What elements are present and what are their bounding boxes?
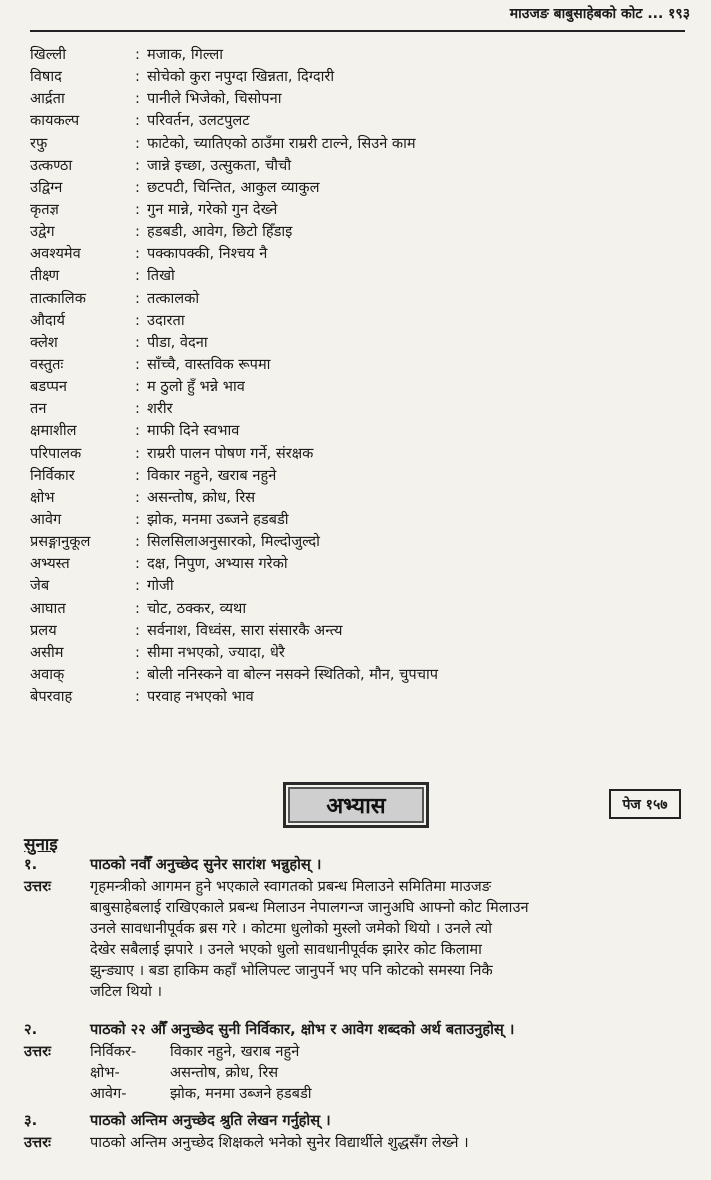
glossary-colon: : bbox=[135, 134, 140, 152]
glossary-row bbox=[30, 620, 690, 642]
glossary-colon: : bbox=[135, 289, 140, 307]
glossary-row bbox=[30, 376, 690, 398]
glossary-term: खिल्ली bbox=[30, 46, 66, 63]
answer-text bbox=[90, 1041, 689, 1104]
glossary-colon: : bbox=[135, 643, 140, 661]
glossary-meaning: म ठुलो हुँ भन्ने भाव bbox=[147, 378, 245, 396]
glossary-colon: : bbox=[135, 577, 140, 595]
glossary-row bbox=[30, 420, 690, 442]
answer-text bbox=[90, 876, 689, 1002]
glossary-meaning: सोचेको कुरा नपुग्दा खिन्नता, दिग्दारी bbox=[147, 68, 335, 86]
glossary-row bbox=[30, 509, 690, 531]
question-3 bbox=[24, 1110, 689, 1153]
glossary-row bbox=[30, 199, 690, 221]
glossary-meaning: मजाक, गिल्ला bbox=[147, 46, 224, 63]
glossary-term: अवश्यमेव bbox=[30, 245, 81, 263]
question-text: पाठको अन्तिम अनुच्छेद श्रुति लेखन गर्नुहोस् । bbox=[90, 1112, 331, 1129]
glossary-term: प्रसङ्गानुकूल bbox=[30, 533, 91, 551]
question-text: पाठको नवौँ अनुच्छेद सुनेर सारांश भन्नुहोस् । bbox=[90, 856, 322, 873]
glossary-meaning: चोट, ठक्कर, व्यथा bbox=[147, 599, 247, 617]
glossary-meaning: परवाह नभएको भाव bbox=[147, 688, 254, 706]
glossary-row bbox=[30, 553, 690, 575]
glossary-row bbox=[30, 575, 690, 597]
question-2 bbox=[24, 1019, 689, 1104]
glossary-row bbox=[30, 155, 690, 177]
glossary-term: उत्कण्ठा bbox=[30, 156, 73, 174]
glossary-term: बेपरवाह bbox=[30, 688, 73, 706]
answer-line: उनले सावधानीपूर्वक ब्रस गरे । कोटमा धुलोको मुस्लो जमेको थियो । उनले त्यो bbox=[90, 920, 493, 937]
answer-label: उत्तरः bbox=[24, 1134, 51, 1151]
glossary-colon: : bbox=[135, 68, 140, 86]
glossary-meaning: गुन मान्ने, गरेको गुन देख्ने bbox=[147, 200, 278, 218]
glossary-row bbox=[30, 177, 690, 199]
glossary-row bbox=[30, 44, 690, 66]
glossary-term: असीम bbox=[30, 643, 64, 661]
glossary-term: जेब bbox=[30, 577, 50, 595]
glossary-term: आर्द्रता bbox=[30, 90, 65, 108]
glossary-row bbox=[30, 354, 690, 376]
definition-term: निर्विकर- bbox=[90, 1043, 137, 1060]
glossary-row bbox=[30, 465, 690, 487]
glossary-meaning: तिखो bbox=[147, 267, 175, 285]
glossary-meaning: गोजी bbox=[147, 577, 174, 595]
glossary-meaning: पीडा, वेदना bbox=[147, 333, 208, 351]
glossary-meaning: तत्कालको bbox=[147, 289, 200, 307]
definition-meaning: असन्तोष, क्रोध, रिस bbox=[170, 1064, 279, 1081]
definition-meaning: विकार नहुने, खराब नहुने bbox=[170, 1043, 300, 1060]
page-reference-box: पेज १५७ bbox=[609, 789, 681, 819]
glossary-term: तीक्ष्ण bbox=[30, 267, 60, 285]
glossary-colon: : bbox=[135, 378, 140, 396]
glossary-term: रफु bbox=[30, 134, 48, 152]
question-number: १. bbox=[24, 856, 38, 873]
glossary-row bbox=[30, 110, 690, 132]
glossary-colon: : bbox=[135, 200, 140, 218]
glossary-row bbox=[30, 531, 690, 553]
answer-line: जटिल थियो । bbox=[90, 983, 163, 1000]
glossary-term: अभ्यस्त bbox=[30, 555, 70, 573]
glossary-row bbox=[30, 88, 690, 110]
glossary-meaning: असन्तोष, क्रोध, रिस bbox=[147, 488, 256, 506]
glossary-meaning: झोक, मनमा उब्जने हडबडी bbox=[147, 510, 289, 528]
glossary-colon: : bbox=[135, 223, 140, 241]
answer-line: गृहमन्त्रीको आगमन हुने भएकाले स्वागतको प्रबन्ध मिलाउने समितिमा माउजङ bbox=[90, 878, 492, 895]
answer-line: देखेर सबैलाई झपारे । उनले भएको धुलो सावधानीपूर्वक झारेर कोट किलामा bbox=[90, 941, 482, 958]
glossary-term: निर्विकार bbox=[30, 466, 75, 484]
glossary-row bbox=[30, 133, 690, 155]
glossary-meaning: पक्कापक्की, निश्चय नै bbox=[147, 245, 268, 263]
glossary-colon: : bbox=[135, 90, 140, 108]
glossary-colon: : bbox=[135, 488, 140, 506]
glossary-term: क्लेश bbox=[30, 333, 58, 351]
glossary-row bbox=[30, 221, 690, 243]
glossary-list bbox=[30, 44, 690, 708]
glossary-term: क्षमाशील bbox=[30, 422, 77, 440]
header-rule bbox=[30, 30, 685, 32]
answer-line: पाठको अन्तिम अनुच्छेद शिक्षकले भनेको सुनेर विद्यार्थीले शुद्धसँग लेख्ने । bbox=[90, 1134, 469, 1151]
glossary-term: बडप्पन bbox=[30, 378, 68, 396]
answer-label: उत्तरः bbox=[24, 878, 51, 895]
definition-term: क्षोभ- bbox=[90, 1064, 120, 1081]
glossary-term: कायकल्प bbox=[30, 112, 80, 130]
glossary-colon: : bbox=[135, 156, 140, 174]
glossary-meaning: साँच्चै, वास्तविक रूपमा bbox=[147, 355, 271, 373]
answer-line: बाबुसाहेबलाई राखिएकाले प्रबन्ध मिलाउन नेपालगन्ज जानुअघि आफ्नो कोट मिलाउन bbox=[90, 899, 529, 916]
glossary-colon: : bbox=[135, 444, 140, 462]
glossary-colon: : bbox=[135, 688, 140, 706]
answer-line: झुन्ड्याए । बडा हाकिम कहाँ भोलिपल्ट जानुपर्ने भए पनि कोटको समस्या निकै bbox=[90, 962, 493, 979]
question-number: २. bbox=[24, 1021, 38, 1038]
glossary-meaning: परिवर्तन, उलटपुलट bbox=[147, 112, 250, 130]
glossary-row bbox=[30, 265, 690, 287]
glossary-colon: : bbox=[135, 665, 140, 683]
running-header: माउजङ बाबुसाहेबको कोट ... १९३ bbox=[509, 6, 690, 22]
glossary-colon: : bbox=[135, 112, 140, 130]
glossary-term: तात्कालिक bbox=[30, 289, 86, 307]
glossary-meaning: दक्ष, निपुण, अभ्यास गरेको bbox=[147, 555, 288, 573]
glossary-row bbox=[30, 243, 690, 265]
glossary-meaning: सीमा नभएको, ज्यादा, धेरै bbox=[147, 643, 285, 661]
glossary-colon: : bbox=[135, 599, 140, 617]
glossary-colon: : bbox=[135, 400, 140, 418]
glossary-colon: : bbox=[135, 621, 140, 639]
glossary-row bbox=[30, 664, 690, 686]
question-number: ३. bbox=[24, 1112, 38, 1129]
glossary-term: परिपालक bbox=[30, 444, 82, 462]
glossary-term: क्षोभ bbox=[30, 488, 55, 506]
glossary-term: कृतज्ञ bbox=[30, 200, 59, 218]
glossary-meaning: उदारता bbox=[147, 311, 185, 329]
glossary-row bbox=[30, 398, 690, 420]
glossary-term: उद्वेग bbox=[30, 223, 55, 241]
glossary-meaning: माफी दिने स्वभाव bbox=[147, 422, 240, 440]
glossary-row bbox=[30, 642, 690, 664]
glossary-term: औदार्य bbox=[30, 311, 65, 329]
answer-definition bbox=[90, 1083, 689, 1104]
glossary-term: आवेग bbox=[30, 510, 62, 528]
glossary-term: उद्विग्न bbox=[30, 178, 63, 196]
definition-term: आवेग- bbox=[90, 1085, 127, 1102]
question-1 bbox=[24, 854, 689, 1002]
glossary-colon: : bbox=[135, 178, 140, 196]
exercise-banner: अभ्यास bbox=[283, 782, 429, 828]
glossary-term: तन bbox=[30, 400, 47, 418]
glossary-row bbox=[30, 487, 690, 509]
glossary-row bbox=[30, 598, 690, 620]
glossary-colon: : bbox=[135, 466, 140, 484]
definition-meaning: झोक, मनमा उब्जने हडबडी bbox=[170, 1085, 312, 1102]
glossary-meaning: सिलसिलाअनुसारको, मिल्दोजुल्दो bbox=[147, 533, 320, 551]
glossary-meaning: विकार नहुने, खराब नहुने bbox=[147, 466, 277, 484]
glossary-term: आघात bbox=[30, 599, 66, 617]
answer-text bbox=[90, 1132, 689, 1153]
answer-definition bbox=[90, 1041, 689, 1062]
glossary-term: विषाद bbox=[30, 68, 62, 86]
answer-definition bbox=[90, 1062, 689, 1083]
glossary-colon: : bbox=[135, 267, 140, 285]
glossary-colon: : bbox=[135, 46, 140, 63]
section-title-listening: सुनाइ bbox=[24, 835, 58, 855]
glossary-colon: : bbox=[135, 245, 140, 263]
glossary-colon: : bbox=[135, 510, 140, 528]
glossary-row bbox=[30, 686, 690, 708]
glossary-meaning: पानीले भिजेको, चिसोपना bbox=[147, 90, 282, 108]
glossary-meaning: राम्ररी पालन पोषण गर्ने, संरक्षक bbox=[147, 444, 314, 462]
glossary-meaning: शरीर bbox=[147, 400, 173, 418]
glossary-colon: : bbox=[135, 333, 140, 351]
glossary-meaning: सर्वनाश, विध्वंस, सारा संसारकै अन्त्य bbox=[147, 621, 343, 639]
glossary-term: अवाक् bbox=[30, 665, 65, 683]
glossary-colon: : bbox=[135, 311, 140, 329]
glossary-colon: : bbox=[135, 422, 140, 440]
glossary-row bbox=[30, 288, 690, 310]
glossary-colon: : bbox=[135, 355, 140, 373]
answer-label: उत्तरः bbox=[24, 1043, 51, 1060]
glossary-term: वस्तुतः bbox=[30, 355, 64, 373]
glossary-meaning: जान्ने इच्छा, उत्सुकता, चौचौ bbox=[147, 156, 292, 174]
glossary-term: प्रलय bbox=[30, 621, 57, 639]
glossary-row bbox=[30, 443, 690, 465]
glossary-row bbox=[30, 332, 690, 354]
glossary-meaning: बोली ननिस्कने वा बोल्न नसक्ने स्थितिको, मौन, चुपचाप bbox=[147, 665, 439, 683]
glossary-row bbox=[30, 310, 690, 332]
question-text: पाठको २२ औँ अनुच्छेद सुनी निर्विकार, क्षोभ र आवेग शब्दको अर्थ बताउनुहोस् । bbox=[90, 1021, 515, 1038]
glossary-meaning: छटपटी, चिन्तित, आकुल व्याकुल bbox=[147, 178, 320, 196]
glossary-colon: : bbox=[135, 533, 140, 551]
glossary-colon: : bbox=[135, 555, 140, 573]
glossary-meaning: हडबडी, आवेग, छिटो हिँडाइ bbox=[147, 223, 293, 241]
glossary-meaning: फाटेको, च्यातिएको ठाउँमा राम्ररी टाल्ने, सिउने काम bbox=[147, 134, 416, 152]
glossary-row bbox=[30, 66, 690, 88]
